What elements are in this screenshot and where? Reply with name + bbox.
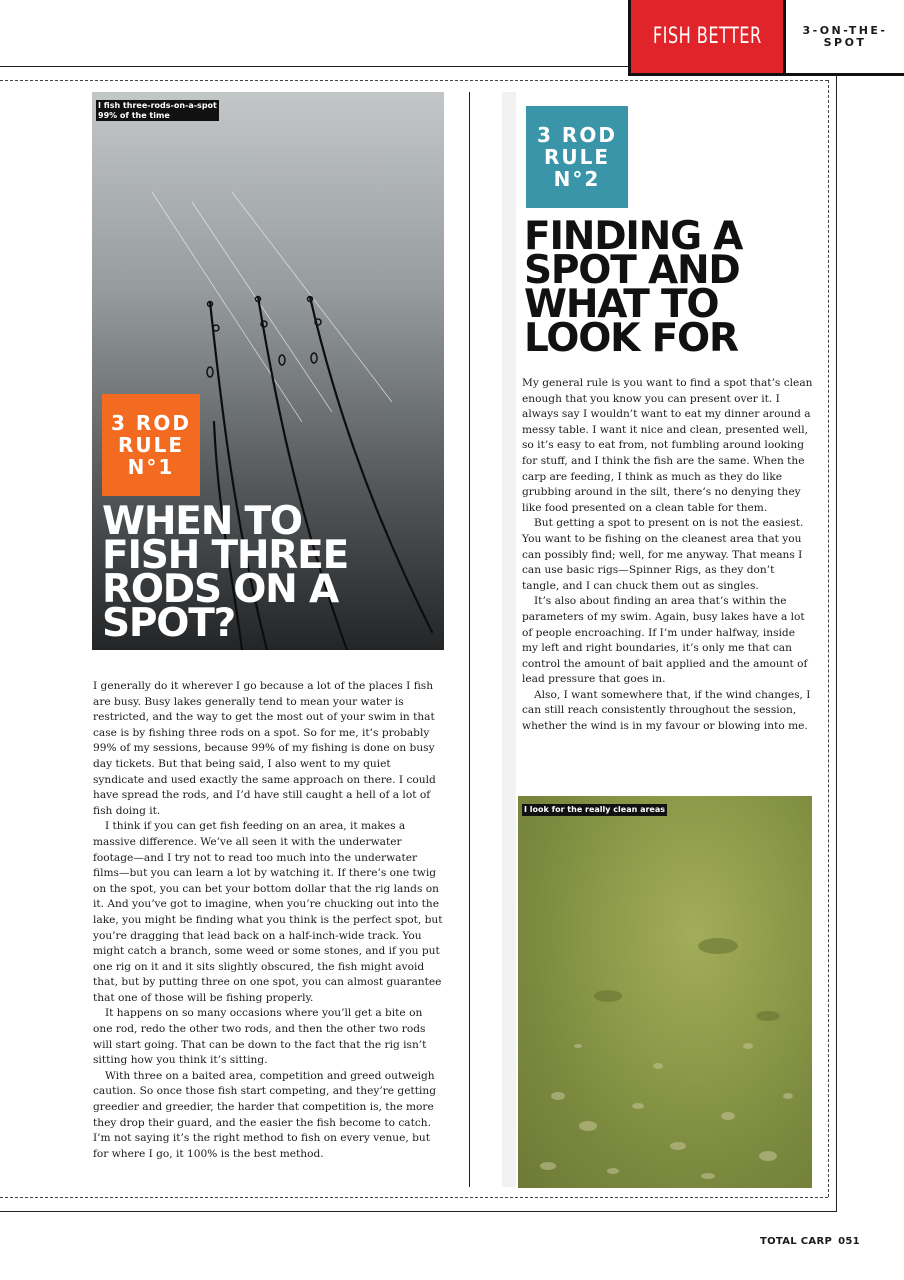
badge-line: 3 ROD — [537, 123, 617, 147]
photo-caption: I look for the really clean areas — [524, 805, 666, 814]
badge-line: 3 ROD — [111, 411, 191, 435]
photo-caption-line2: 99% of the time — [98, 110, 170, 120]
frame-dotted-top — [0, 80, 828, 81]
headline-line: SPOT? — [102, 601, 236, 646]
paragraph: Also, I want somewhere that, if the wind changes, I can still reach consistently throughout the session, whether the wind is in my favour or blowing into me. — [522, 688, 811, 733]
paragraph: My general rule is you want to find a spot that’s clean enough that you know you can present over it. I always say I wouldn’t want to eat my dinner around a messy table. I want it nice and clean, presented well, so it’s easy to eat from, not fumbling around looking for stuff, and I think the fish are the same. When the carp are feeding, I think as much as they do like grubbing around in the silt, there’s no denying they like food presented on a clean table for them. — [522, 377, 813, 514]
paragraph: It happens on so many occasions where you’ll get a bite on one rod, redo the other two rods, and then the other two rods will start going. That can be down to the fact that the rig isn’t sitting how you think it’s sitting. — [93, 1007, 427, 1067]
headline-finding-a-spot — [524, 214, 824, 361]
right-article-body — [522, 376, 814, 735]
badge-line: N°1 — [127, 455, 175, 479]
headline-line: FINDING A — [524, 214, 743, 259]
photo-caption-line1: I fish three-rods-on-a-spot — [98, 101, 217, 110]
frame-outer-bottom — [0, 1211, 837, 1212]
photo-caption — [96, 100, 219, 121]
subsection-label: 3-ON-THE-SPOT — [802, 23, 888, 49]
frame-dotted-right — [828, 80, 829, 1197]
headline-line: SPOT AND — [524, 248, 740, 293]
headline-line: WHEN TO — [102, 499, 302, 544]
lakebed-illustration — [518, 796, 812, 1188]
paragraph: I generally do it wherever I go because a lot of the places I fish are busy. Busy lakes generally tend to mean your water is restricted, and the way to get the most out of your swim in that case is by fishing three rods on a spot. So for me, it’s probably 99% of my sessions, because 99% of my fishing is done on busy day tickets. But that being said, I also went to my quiet syndicate and used exactly the same approach on there. I could have spread the rods, and I’d have still caught a hell of a lot of fish doing it. — [93, 680, 436, 817]
badge-line: RULE — [117, 433, 185, 457]
rule-badge-1 — [102, 394, 200, 496]
paragraph: It’s also about finding an area that’s within the parameters of my swim. Again, busy lakes have a lot of people encroaching. If I’m under halfway, inside my left and right boundaries, it’s only me that can control the amount of bait applied and the amount of lead pressure that goes in. — [522, 595, 808, 686]
badge-line: N°2 — [553, 167, 601, 191]
header-rule — [0, 66, 630, 67]
headline-line: WHAT TO — [524, 282, 719, 327]
headline-line: FISH THREE — [102, 533, 349, 578]
headline-line: RODS ON A — [102, 567, 338, 612]
magazine-name: TOTAL CARP — [760, 1236, 833, 1247]
frame-dotted-bottom — [0, 1197, 828, 1198]
section-label: FISH BETTER — [652, 24, 762, 49]
right-panel-edge — [502, 92, 516, 1187]
badge-line: RULE — [543, 145, 611, 169]
subsection-tab — [786, 0, 904, 76]
page-number: 051 — [838, 1236, 860, 1247]
paragraph: But getting a spot to present on is not the easiest. You want to be fishing on the cleanest area that you can possibly find; well, for me anyway. That means I can use basic rigs—Spinner Rigs, as they don’t tangle, and I can chuck them out as singles. — [522, 517, 804, 592]
column-divider — [469, 92, 470, 1187]
paragraph: I think if you can get fish feeding on an area, it makes a massive difference. We’ve all seen it with the underwater footage—and I try not to read too much into the underwater films—but you can learn a lot by watching it. If there’s one twig on the spot, you can bet your bottom dollar that the rig lands on it. And you’ve got to imagine, when you’re chucking out into the lake, you might be finding what you think is the perfect spot, but you’re dragging that lead back on a half-inch-wide track. You might catch a branch, some weed or some stones, and if you put one rig on it and it sits slightly obscured, the fish might avoid that, but by putting three on one spot, you can almost guarantee that one of those will be fishing properly. — [93, 820, 443, 1004]
headline-line: LOOK FOR — [524, 316, 738, 361]
section-tab — [628, 0, 786, 76]
headline-when-to-fish — [102, 499, 442, 646]
lakebed-photo — [518, 796, 812, 1188]
rule-badge-2 — [526, 106, 628, 208]
paragraph: With three on a baited area, competition and greed outweigh caution. So once those fish start competing, and they’re getting greedier and greedier, the harder that competition is, the more they drop their guard, and the easier the fish become to catch. I’m not saying it’s the right method to fish on every venue, but for where I go, it 100% is the best method. — [93, 1069, 436, 1160]
page-footer — [760, 1236, 860, 1247]
frame-outer-right — [836, 76, 837, 1212]
left-article-body — [93, 679, 443, 1162]
